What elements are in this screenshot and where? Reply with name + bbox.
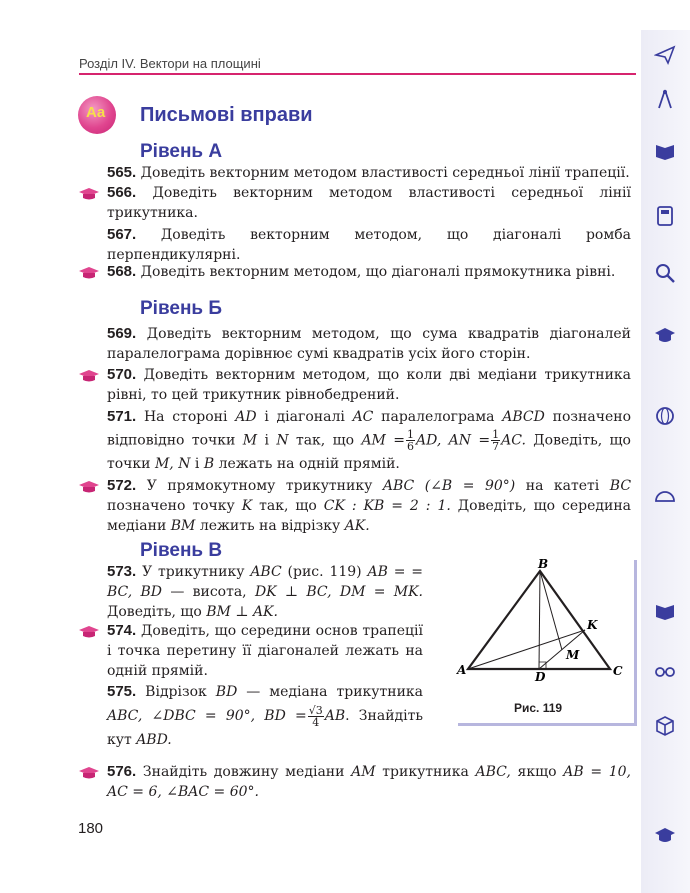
section-badge-icon [78, 96, 116, 134]
exercise-574: 574. Доведіть, що середини основ трапеції і точка перетину її діагоналей лежать на одній прямій. [107, 622, 424, 679]
point-label-a: A [457, 663, 467, 677]
graduation-cap-icon [78, 369, 100, 383]
graduation-cap-icon [654, 325, 676, 347]
exercise-569: 569. Доведіть векторним методом, що сума квадратів діагоналей паралелограма дорівнює сумі квадратів усіх його сторін. [107, 325, 632, 362]
paper-plane-icon [654, 44, 676, 66]
point-label-m: M [566, 648, 580, 662]
exercise-573: 573. У трикутнику ABC (рис. 119) AB = = BC, BD — висота, DK ⊥ BC, DM = MK. Доведіть, що BM ⊥ AK. [107, 563, 424, 620]
header-rule [79, 73, 636, 75]
figure-caption: Рис. 119 [514, 701, 563, 715]
protractor-icon [654, 485, 676, 507]
glasses-icon [654, 660, 676, 682]
globe-icon [654, 405, 676, 427]
graduation-cap-icon [78, 480, 100, 494]
exercise-566: 566. Доведіть векторним методом властивості середньої лінії трикутника. [107, 184, 631, 221]
graduation-cap-icon [78, 766, 100, 780]
graduation-cap-icon [78, 266, 100, 280]
page-number: 180 [78, 820, 104, 837]
exercise-565: 565. Доведіть векторним методом властивості середньої лінії трапеції. [107, 164, 630, 181]
book-icon [654, 600, 676, 622]
running-header: Розділ IV. Вектори на площині [79, 56, 261, 71]
exercise-575: 575. Відрізок BD — медіана трикутника ABC, ∠DBC = 90°, BD = $\frac{√3}{4}$ AB. Знайдіть кут ABD. [107, 683, 424, 748]
level-v-heading: Рівень В [140, 540, 223, 561]
compass-icon [654, 88, 676, 110]
segment-bm [540, 571, 562, 650]
fraction: $\frac{1}{7}$ [492, 428, 500, 453]
graduation-cap-icon [78, 187, 100, 201]
point-label-b: B [538, 558, 549, 571]
exercise-568: 568. Доведіть векторним методом, що діагоналі прямокутника рівні. [107, 263, 616, 280]
book-icon [654, 140, 676, 162]
level-b-heading: Рівень Б [140, 298, 223, 319]
fraction: $\frac{√3}{4}$ [308, 703, 323, 729]
point-label-c: C [613, 664, 623, 678]
graduation-cap-icon [78, 625, 100, 639]
fraction: $\frac{1}{6}$ [406, 428, 414, 453]
magnifier-icon [654, 262, 676, 284]
badge-label: Aa [86, 104, 106, 121]
exercise-567: 567. Доведіть векторним методом, що діагоналі ромба перпендикулярні. [107, 226, 632, 263]
calculator-icon [654, 205, 676, 227]
point-label-k: K [587, 618, 598, 632]
exercise-570: 570. Доведіть векторним методом, що коли дві медіани трикутника рівні, то цей трикутник рівнобедрений. [107, 366, 631, 403]
cube-icon [654, 715, 676, 737]
exercise-571: 571. На стороні AD і діагоналі AC паралелограма ABCD позначено відповідно точки M і N так, що AM = $\frac{1}{6}$ AD, AN = $\frac{1}{7}$ AC. Доведіть, що точки M, N і B лежать на одній прямій. [107, 408, 631, 472]
level-a-heading: Рівень А [140, 141, 223, 162]
altitude-bd [539, 571, 540, 669]
section-title: Письмові вправи [140, 104, 313, 126]
point-label-d: D [535, 670, 546, 684]
exercise-576: 576. Знайдіть довжину медіани AM трикутника ABC, якщо AB = 10, AC = 6, ∠BAC = 60°. [107, 763, 631, 800]
exercise-572: 572. У прямокутному трикутнику ABC (∠B = 90°) на катеті BC позначено точку K так, що CK : KB = 2 : 1. Доведіть, що середина медіани BM лежить на відрізку AK. [107, 477, 632, 534]
graduation-cap-icon [654, 825, 676, 847]
